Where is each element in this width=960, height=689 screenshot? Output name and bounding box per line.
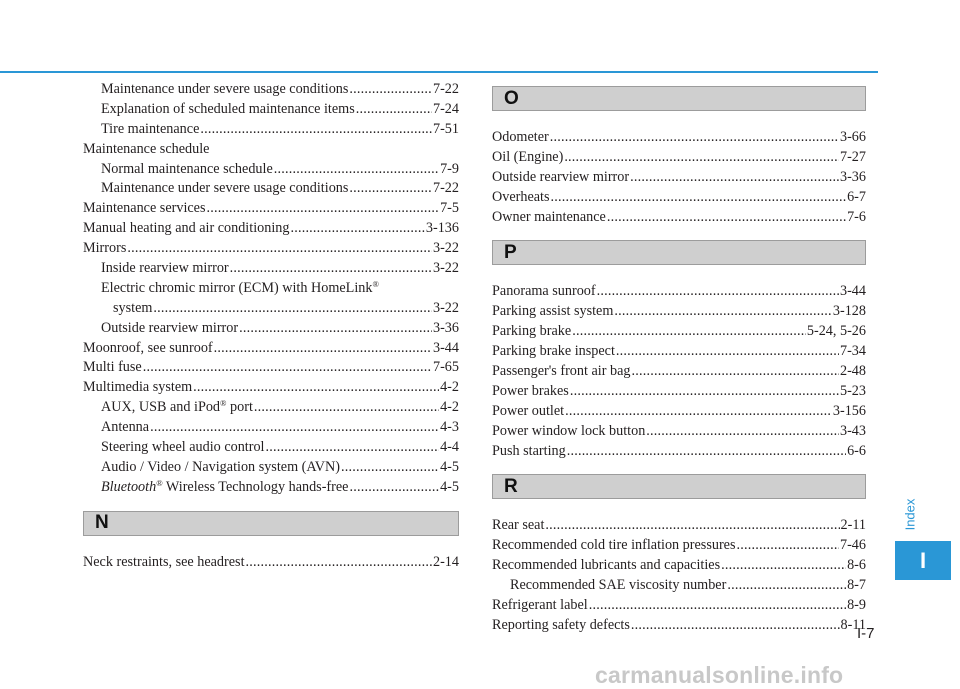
index-entry[interactable]: Power outlet ..... 3-156 — [492, 402, 866, 422]
page-number: I-7 — [857, 625, 875, 642]
index-entry[interactable]: Explanation of scheduled maintenance items ..... 7-24 — [83, 100, 459, 120]
index-entry[interactable]: Recommended SAE viscosity number ..... 8-7 — [492, 576, 866, 596]
index-tab[interactable]: I — [895, 541, 951, 580]
index-entry[interactable]: Maintenance under severe usage conditions ..... 7-22 — [83, 80, 459, 100]
index-heading: Maintenance schedule — [83, 140, 210, 157]
index-entry[interactable]: Oil (Engine) ..... 7-27 — [492, 148, 866, 168]
index-entry[interactable]: Owner maintenance ..... 7-6 — [492, 208, 866, 228]
index-entry[interactable]: Panorama sunroof ..... 3-44 — [492, 282, 866, 302]
index-entry[interactable]: Rear seat ..... 2-11 — [492, 516, 866, 536]
index-entry[interactable]: Manual heating and air conditioning ..... 3-136 — [83, 219, 459, 239]
index-entry[interactable]: Parking brake ..... 5-24, 5-26 — [492, 322, 866, 342]
index-entry[interactable]: Moonroof, see sunroof ..... 3-44 — [83, 339, 459, 359]
index-entry-continued[interactable]: Electric chromic mirror (ECM) with HomeLink® — [101, 278, 379, 296]
index-entry[interactable]: Parking assist system ..... 3-128 — [492, 302, 866, 322]
index-entry[interactable]: Antenna ..... 4-3 — [83, 418, 459, 438]
index-column-left — [83, 80, 459, 573]
watermark: carmanualsonline.info — [595, 662, 844, 688]
index-column-right — [492, 86, 866, 636]
index-entry[interactable]: Outside rearview mirror ..... 3-36 — [83, 319, 459, 339]
index-entry[interactable]: AUX, USB and iPod® port ..... 4-2 — [83, 398, 459, 418]
index-entry[interactable]: Inside rearview mirror ..... 3-22 — [83, 259, 459, 279]
index-entry[interactable]: Push starting ..... 6-6 — [492, 442, 866, 462]
index-entry[interactable]: Passenger's front air bag ..... 2-48 — [492, 362, 866, 382]
index-entry[interactable]: Mirrors ..... 3-22 — [83, 239, 459, 259]
index-entry[interactable]: Multimedia system ..... 4-2 — [83, 378, 459, 398]
index-entry[interactable]: Recommended cold tire inflation pressures ..... 7-46 — [492, 536, 866, 556]
index-side-label: Index — [902, 498, 918, 530]
index-entry[interactable]: Parking brake inspect ..... 7-34 — [492, 342, 866, 362]
index-entry[interactable]: Power window lock button ..... 3-43 — [492, 422, 866, 442]
index-entry[interactable]: Overheats ..... 6-7 — [492, 188, 866, 208]
index-entry[interactable]: Maintenance under severe usage conditions ..... 7-22 — [83, 179, 459, 199]
section-header-r: R — [492, 474, 866, 499]
index-entry[interactable]: Tire maintenance ..... 7-51 — [83, 120, 459, 140]
index-entry[interactable]: Power brakes ..... 5-23 — [492, 382, 866, 402]
index-entry[interactable]: system ..... 3-22 — [83, 299, 459, 319]
section-header-o: O — [492, 86, 866, 111]
top-rule — [0, 71, 878, 73]
index-entry[interactable]: Steering wheel audio control ..... 4-4 — [83, 438, 459, 458]
section-header-p: P — [492, 240, 866, 265]
index-entry[interactable]: Bluetooth® Wireless Technology hands-free ..... 4-5 — [83, 478, 459, 498]
index-entry[interactable]: Odometer ..... 3-66 — [492, 128, 866, 148]
index-entry[interactable]: Refrigerant label ..... 8-9 — [492, 596, 866, 616]
index-entry[interactable]: Multi fuse ..... 7-65 — [83, 358, 459, 378]
index-entry[interactable]: Recommended lubricants and capacities ..... 8-6 — [492, 556, 866, 576]
index-entry[interactable]: Outside rearview mirror ..... 3-36 — [492, 168, 866, 188]
index-entry[interactable]: Audio / Video / Navigation system (AVN) ..... 4-5 — [83, 458, 459, 478]
index-entry[interactable]: Reporting safety defects ..... 8-11 — [492, 616, 866, 636]
section-header-n: N — [83, 511, 459, 536]
index-entry[interactable]: Maintenance services ..... 7-5 — [83, 199, 459, 219]
index-entry[interactable]: Neck restraints, see headrest ..... 2-14 — [83, 553, 459, 573]
index-entry[interactable]: Normal maintenance schedule ..... 7-9 — [83, 160, 459, 180]
